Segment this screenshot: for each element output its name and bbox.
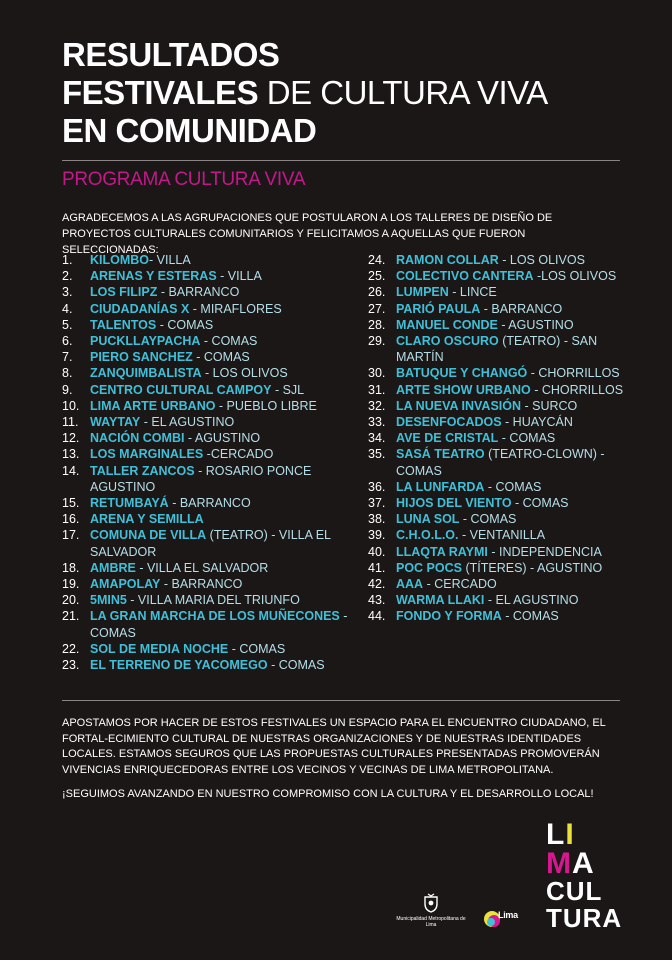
result-number: 4. — [62, 301, 73, 316]
result-number: 26. — [368, 285, 386, 300]
result-number: 8. — [62, 366, 73, 381]
result-place: - VILLA MARIA DEL TRIUNFO — [126, 593, 300, 608]
result-group-name: MANUEL CONDE — [396, 317, 498, 332]
result-group-name: PARIÓ PAULA — [396, 301, 481, 316]
result-group-name: LA LUNFARDA — [396, 479, 485, 494]
result-number: 27. — [368, 301, 386, 316]
result-group-name: LUNA SOL — [396, 512, 460, 527]
result-place: - VILLA EL SALVADOR — [135, 560, 269, 575]
result-item — [368, 608, 628, 624]
result-text — [90, 608, 352, 640]
result-number: 17. — [62, 528, 80, 543]
result-text — [90, 349, 352, 365]
result-item — [368, 301, 628, 317]
logo-letter-i: I — [565, 818, 575, 851]
result-group-name: LOS MARGINALES — [90, 447, 204, 462]
result-place: - VILLA — [216, 269, 262, 284]
result-text — [396, 527, 628, 543]
result-group-name: FONDO Y FORMA — [396, 609, 502, 624]
result-place: (TEATRO) - SAN MARTÍN — [396, 334, 598, 365]
result-group-name: DESENFOCADOS — [396, 415, 502, 430]
result-place: - VENTANILLA — [458, 528, 546, 543]
result-place: - SJL — [271, 382, 305, 397]
result-text — [90, 398, 352, 414]
result-number: 7. — [62, 350, 73, 365]
result-place: - INDEPENDENCIA — [487, 544, 602, 559]
logo-row-li — [546, 820, 622, 849]
result-item — [368, 560, 628, 576]
result-place: - EL AGUSTINO — [484, 593, 579, 608]
result-place: - COMAS — [501, 609, 559, 624]
result-item — [368, 268, 628, 284]
result-item — [62, 284, 352, 300]
result-place: - COMAS — [511, 496, 569, 511]
result-place: - COMAS — [267, 658, 325, 673]
result-number: 30. — [368, 366, 386, 381]
result-number: 20. — [62, 593, 80, 608]
result-place: - BARRANCO — [480, 301, 563, 316]
result-text — [90, 268, 352, 284]
result-text — [90, 592, 352, 608]
result-text — [90, 333, 352, 349]
result-text — [90, 317, 352, 333]
result-number: 43. — [368, 593, 386, 608]
result-place: (TEATRO-CLOWN) - COMAS — [396, 447, 605, 478]
result-text — [396, 608, 628, 624]
result-place: - AGUSTINO — [497, 317, 574, 332]
result-group-name: LA NUEVA INVASIÓN — [396, 398, 522, 413]
result-item — [62, 268, 352, 284]
result-item — [62, 430, 352, 446]
result-item — [368, 495, 628, 511]
result-number: 5. — [62, 317, 73, 332]
result-group-name: SOL DE MEDIA NOCHE — [90, 641, 229, 656]
result-item — [368, 592, 628, 608]
result-group-name: LIMA ARTE URBANO — [90, 398, 216, 413]
result-number: 28. — [368, 317, 386, 332]
result-group-name: ARTE SHOW URBANO — [396, 382, 531, 397]
result-text — [396, 592, 628, 608]
result-place: - COMAS — [484, 479, 542, 494]
result-item — [62, 463, 352, 495]
result-number: 22. — [62, 641, 80, 656]
result-text — [396, 576, 628, 592]
result-text — [396, 252, 628, 268]
result-text — [396, 284, 628, 300]
result-number: 6. — [62, 334, 73, 349]
result-group-name: COLECTIVO CANTERA — [396, 269, 534, 284]
result-item — [368, 398, 628, 414]
result-number: 16. — [62, 512, 80, 527]
result-number: 32. — [368, 398, 386, 413]
result-group-name: RETUMBAYÁ — [90, 496, 169, 511]
logo-letter-l: L — [546, 818, 566, 851]
municipal-logo-text: Municipalidad Metropolitana de Lima — [396, 916, 466, 928]
result-place: - CHORRILLOS — [527, 366, 620, 381]
municipal-logo — [396, 893, 466, 928]
result-item — [368, 446, 628, 478]
result-text — [396, 479, 628, 495]
result-place: - COMAS — [498, 431, 556, 446]
result-text — [90, 527, 352, 559]
result-group-name: AMBRE — [90, 560, 136, 575]
result-group-name: C.H.O.L.O. — [396, 528, 459, 543]
result-number: 24. — [368, 253, 386, 267]
result-text — [396, 365, 628, 381]
result-text — [90, 641, 352, 657]
result-group-name: POC POCS — [396, 560, 462, 575]
result-text — [396, 333, 628, 365]
result-text — [396, 414, 628, 430]
result-number: 40. — [368, 544, 386, 559]
result-text — [90, 446, 352, 462]
intro-text: AGRADECEMOS A LAS AGRUPACIONES QUE POSTULARON A LOS TALLERES DE DISEÑO DE PROYECTOS CULTURALES COMUNITARIOS Y FELICITAMOS A AQUELLAS QUE FUERON SELECCIONADAS: — [62, 212, 553, 256]
result-item — [368, 284, 628, 300]
result-text — [396, 301, 628, 317]
results-list-left — [62, 252, 352, 673]
result-text — [90, 284, 352, 300]
logo-letter-a: A — [572, 847, 595, 880]
result-number: 21. — [62, 609, 80, 624]
result-text — [90, 365, 352, 381]
result-place: - BARRANCO — [157, 285, 240, 300]
result-place: - COMAS — [228, 641, 286, 656]
middle-divider — [62, 700, 620, 701]
result-number: 38. — [368, 512, 386, 527]
result-group-name: ZANQUIMBALISTA — [90, 366, 202, 381]
result-number: 12. — [62, 431, 80, 446]
result-number: 35. — [368, 447, 386, 462]
result-group-name: AMAPOLAY — [90, 577, 161, 592]
result-place: - BARRANCO — [160, 577, 243, 592]
result-group-name: AVE DE CRISTAL — [396, 431, 499, 446]
title-line-2-bold: FESTIVALES — [62, 74, 259, 111]
result-group-name: LUMPEN — [396, 285, 449, 300]
result-place: - COMAS — [156, 317, 214, 332]
result-item — [368, 511, 628, 527]
result-group-name: EL TERRENO DE YACOMEGO — [90, 658, 268, 673]
result-item — [62, 657, 352, 673]
lima-small-logo-text: Lima — [498, 910, 518, 920]
title-line-3: EN COMUNIDAD — [62, 112, 317, 149]
results-list-right — [368, 252, 628, 625]
result-place: - AGUSTINO — [184, 431, 261, 446]
lima-cultura-logo — [546, 820, 622, 932]
result-place: -CERCADO — [203, 447, 274, 462]
result-item — [62, 641, 352, 657]
result-place: (TÍTERES) - AGUSTINO — [462, 560, 603, 575]
result-item — [368, 479, 628, 495]
result-place: - MIRAFLORES — [189, 301, 282, 316]
result-place: - LOS OLIVOS — [498, 253, 585, 267]
result-text — [396, 430, 628, 446]
result-item — [62, 527, 352, 559]
result-item — [62, 560, 352, 576]
result-place: - BARRANCO — [168, 496, 251, 511]
result-text — [396, 495, 628, 511]
result-text — [90, 430, 352, 446]
result-place: - EL AGUSTINO — [140, 415, 235, 430]
result-text — [396, 511, 628, 527]
result-item — [368, 333, 628, 365]
result-number: 19. — [62, 577, 80, 592]
result-number: 44. — [368, 609, 386, 624]
result-item — [368, 576, 628, 592]
result-group-name: COMUNA DE VILLA — [90, 528, 207, 543]
result-text — [396, 382, 628, 398]
result-number: 18. — [62, 560, 80, 575]
result-number: 34. — [368, 431, 386, 446]
result-text — [90, 252, 352, 268]
result-item — [62, 301, 352, 317]
result-place: - HUAYCÁN — [501, 415, 573, 430]
result-place: -LOS OLIVOS — [533, 269, 617, 284]
result-group-name: HIJOS DEL VIENTO — [396, 496, 512, 511]
result-group-name: CLARO OSCURO — [396, 334, 499, 349]
result-text — [90, 414, 352, 430]
result-item — [62, 365, 352, 381]
result-text — [90, 560, 352, 576]
result-number: 14. — [62, 463, 80, 478]
result-text — [396, 317, 628, 333]
program-subtitle: PROGRAMA CULTURA VIVA — [62, 169, 306, 190]
result-group-name: NACIÓN COMBI — [90, 431, 185, 446]
result-number: 3. — [62, 285, 73, 300]
result-place: - CERCADO — [423, 577, 497, 592]
result-group-name: LLAQTA RAYMI — [396, 544, 488, 559]
result-number: 23. — [62, 658, 80, 673]
result-number: 29. — [368, 334, 386, 349]
result-group-name: WARMA LLAKI — [396, 593, 485, 608]
closing-text: APOSTAMOS POR HACER DE ESTOS FESTIVALES UN ESPACIO PARA EL ENCUENTRO CIUDADANO, EL FORTAL-ECIMIENTO CULTURAL DE NUESTRAS ORGANIZACIONES Y DE NUESTRAS IDENTIDADES LOCALES. ESTAMOS SEGUROS QUE LAS PROPUESTAS CULTURALES PRESENTADAS PROMOVERÁN VIVENCIAS ENRIQUECEDORAS ENTRE LOS VECINOS Y VECINAS DE LIMA METROPOLITANA. — [62, 717, 606, 776]
result-group-name: PUCKLLAYPACHA — [90, 334, 201, 349]
result-text — [90, 463, 352, 495]
result-place: - LINCE — [448, 285, 497, 300]
result-group-name: SASÁ TEATRO — [396, 447, 485, 462]
result-text — [396, 446, 628, 478]
result-item — [62, 333, 352, 349]
page-title — [62, 36, 548, 150]
result-number: 41. — [368, 560, 386, 575]
result-place: - LOS OLIVOS — [201, 366, 288, 381]
result-number: 39. — [368, 528, 386, 543]
result-group-name: CENTRO CULTURAL CAMPOY — [90, 382, 272, 397]
result-item — [368, 252, 628, 268]
result-group-name: KILOMBO — [90, 253, 150, 267]
result-number: 37. — [368, 496, 386, 511]
result-group-name: RAMON COLLAR — [396, 253, 499, 267]
result-text — [90, 382, 352, 398]
result-text — [90, 495, 352, 511]
result-place: - COMAS — [90, 609, 348, 640]
result-item — [368, 317, 628, 333]
result-text — [90, 511, 352, 527]
result-group-name: AAA — [396, 577, 424, 592]
result-item — [62, 592, 352, 608]
result-place: - COMAS — [459, 512, 517, 527]
result-place: - SURCO — [521, 398, 578, 413]
result-number: 31. — [368, 382, 386, 397]
title-line-1: RESULTADOS — [62, 36, 280, 73]
result-group-name: TALENTOS — [90, 317, 157, 332]
result-text — [396, 544, 628, 560]
result-item — [62, 382, 352, 398]
result-number: 11. — [62, 415, 79, 430]
result-item — [62, 349, 352, 365]
logo-row-cul: CUL — [546, 876, 603, 906]
result-text — [90, 657, 352, 673]
result-item — [62, 446, 352, 462]
logo-letter-m: M — [546, 847, 572, 880]
title-line-2-light: DE CULTURA VIVA — [258, 74, 548, 111]
result-item — [62, 398, 352, 414]
slogan-text: ¡SEGUIMOS AVANZANDO EN NUESTRO COMPROMISO CON LA CULTURA Y EL DESARROLLO LOCAL! — [62, 788, 594, 800]
result-item — [62, 317, 352, 333]
municipal-crest-icon — [423, 893, 439, 913]
result-number: 1. — [62, 253, 73, 267]
result-group-name: LA GRAN MARCHA DE LOS MUÑECONES — [90, 609, 340, 624]
result-number: 15. — [62, 496, 80, 511]
result-number: 33. — [368, 415, 386, 430]
result-number: 25. — [368, 269, 386, 284]
result-number: 42. — [368, 577, 386, 592]
result-place: - PUEBLO LIBRE — [215, 398, 317, 413]
result-item — [62, 511, 352, 527]
result-text — [396, 268, 628, 284]
result-place: (TEATRO) - VILLA EL SALVADOR — [90, 528, 331, 559]
result-number: 36. — [368, 479, 386, 494]
result-group-name: WAYTAY — [90, 415, 141, 430]
result-number: 9. — [62, 382, 73, 397]
result-item — [368, 544, 628, 560]
result-group-name: ARENA Y SEMILLA — [90, 512, 204, 527]
result-item — [62, 608, 352, 640]
result-text — [90, 301, 352, 317]
top-divider — [62, 160, 620, 161]
result-group-name: CIUDADANÍAS X — [90, 301, 190, 316]
result-text — [396, 560, 628, 576]
result-item — [62, 495, 352, 511]
result-place: - ROSARIO PONCE AGUSTINO — [90, 463, 312, 494]
result-item — [62, 252, 352, 268]
result-item — [368, 382, 628, 398]
logo-row-tura: TURA — [546, 903, 623, 933]
result-group-name: 5MIN5 — [90, 593, 127, 608]
result-place: - VILLA — [149, 253, 191, 267]
result-number: 13. — [62, 447, 80, 462]
result-text — [90, 576, 352, 592]
result-item — [368, 365, 628, 381]
result-group-name: LOS FILIPZ — [90, 285, 158, 300]
result-text — [396, 398, 628, 414]
result-group-name: TALLER ZANCOS — [90, 463, 195, 478]
result-item — [368, 414, 628, 430]
result-group-name: PIERO SANCHEZ — [90, 350, 193, 365]
result-number: 2. — [62, 269, 73, 284]
result-place: - COMAS — [192, 350, 250, 365]
result-number: 10. — [62, 398, 80, 413]
logo-row-ma — [546, 849, 622, 878]
result-place: - COMAS — [200, 334, 258, 349]
result-group-name: ARENAS Y ESTERAS — [90, 269, 217, 284]
result-place: - CHORRILLOS — [530, 382, 624, 397]
result-group-name: BATUQUE Y CHANGÓ — [396, 366, 528, 381]
result-item — [368, 430, 628, 446]
result-item — [62, 414, 352, 430]
result-item — [368, 527, 628, 543]
result-item — [62, 576, 352, 592]
